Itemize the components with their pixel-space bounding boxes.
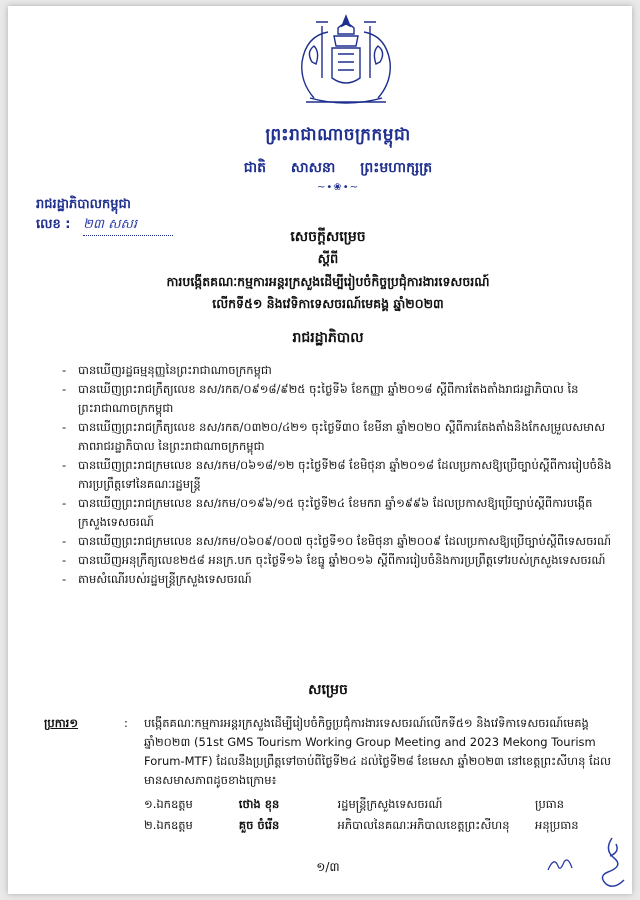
list-item: - តាមសំណើរបស់រដ្ឋមន្ត្រីក្រសួងទេសចរណ៍	[60, 570, 620, 589]
member-title: ១.ឯកឧត្តម	[144, 797, 193, 811]
kingdom-title: ព្រះរាជាណាចក្រកម្ពុជា	[265, 125, 411, 145]
considerations-list	[60, 361, 620, 589]
royal-coat-of-arms-icon	[276, 12, 416, 110]
article-1	[44, 714, 614, 790]
member-row	[144, 815, 614, 836]
member-list	[144, 794, 614, 836]
list-item: - បានឃើញអនុក្រឹត្យលេខ២៥៨ អនក្រ.បក ចុះថ្ងៃទី១៦ ខែធ្នូ ឆ្នាំ២០១៦ ស្តីពីការរៀបចំនិងការប្រព្រឹត្តទៅរបស់ក្រសួងទេសចរណ៍	[60, 551, 620, 570]
ornament-divider: ~•❀•~	[317, 182, 359, 193]
list-item: - បានឃើញព្រះរាជក្រមលេខ នស/រកម/០១៩៦/១៥ ចុះថ្ងៃទី២៤ ខែមករា ឆ្នាំ១៩៩៦ ដែលប្រកាសឱ្យប្រើច្បាប់ស្តីពីការបង្កើតក្រសួងទេសចរណ៍	[60, 494, 620, 532]
document-subject-line1: ការបង្កើតគណៈកម្មការអន្តរក្រសួងដើម្បីរៀបចំកិច្ចប្រជុំការងារទេសចរណ៍	[166, 274, 490, 289]
document-type: សេចក្តីសម្រេច	[290, 229, 366, 245]
member-role: អនុប្រធាន	[535, 818, 579, 832]
member-role: ប្រធាន	[535, 797, 564, 811]
document-number-label: លេខ :	[36, 217, 71, 232]
member-name: គួច ចំរើន	[238, 818, 280, 832]
list-item: - បានឃើញរដ្ឋធម្មនុញ្ញនៃព្រះរាជាណាចក្រកម្ពុជា	[60, 361, 620, 380]
list-item: - បានឃើញព្រះរាជក្រឹត្យលេខ នស/រកត/០៣២០/៤២១ ចុះថ្ងៃទី៣០ ខែមីនា ឆ្នាំ២០២០ ស្តីពីការតែងតាំងនិងកែសម្រួលសមាសភាពរាជរដ្ឋាភិបាល នៃព្រះរាជាណាចក្រកម្ពុជា	[60, 418, 620, 456]
page-number: ១/៣	[316, 860, 340, 874]
document-subject-line2: លើកទី៥១ និងវេទិកាទេសចរណ៍មេគង្គ ឆ្នាំ២០២៣	[212, 296, 444, 311]
list-item: - បានឃើញព្រះរាជក្រឹត្យលេខ នស/រកត/០៩១៨/៩២៥ ចុះថ្ងៃទី៦ ខែកញ្ញា ឆ្នាំ២០១៨ ស្តីពីការតែងតាំងរាជរដ្ឋាភិបាល នៃព្រះរាជាណាចក្រកម្ពុជា	[60, 380, 620, 418]
initials-mark-icon	[546, 852, 574, 876]
list-item: - បានឃើញព្រះរាជក្រមលេខ នស/រកម/០៦០៩/០០៧ ចុះថ្ងៃទី១០ ខែមិថុនា ឆ្នាំ២០០៩ ដែលប្រកាសឱ្យប្រើច្បាប់ស្តីពីទេសចរណ៍	[60, 532, 620, 551]
issuer-label: រាជរដ្ឋាភិបាលកម្ពុជា	[36, 197, 131, 212]
national-motto: ជាតិ សាសនា ព្រះមហាក្សត្រ	[243, 160, 433, 176]
article-text: បង្កើតគណៈកម្មការអន្តរក្រសួងដើម្បីរៀបចំកិច្ចប្រជុំការងារទេសចរណ៍លើកទី៥១ និងវេទិកាទេសចរណ៍មេគង្គ ឆ្នាំ២០២៣ (51st GMS Tourism Working Group Meeting and 2023 Mekong Tourism Forum-MTF) ដែលនឹងប្រព្រឹត្តទៅចាប់ពីថ្ងៃទី២៤ ដល់ថ្ងៃទី២៨ ខែមេសា ឆ្នាំ២០២៣ នៅខេត្តព្រះសីហនុ ដែលមានសមាសភាពដូចខាងក្រោម៖	[144, 716, 611, 787]
member-position: អភិបាលនៃគណៈអភិបាលខេត្តព្រះសីហនុ	[337, 818, 510, 832]
government-heading: រាជរដ្ឋាភិបាល	[292, 330, 364, 346]
document-about: ស្តីពី	[317, 252, 339, 267]
signature-icon	[594, 836, 630, 892]
document-page	[8, 6, 632, 894]
member-title: ២.ឯកឧត្តម	[144, 818, 193, 832]
article-colon: :	[124, 716, 128, 730]
list-item: - បានឃើញព្រះរាជក្រមលេខ នស/រកម/០៦១៨/១២ ចុះថ្ងៃទី២៨ ខែមិថុនា ឆ្នាំ២០១៨ ដែលប្រកាសឱ្យប្រើច្បាប់ស្តីពីការរៀបចំនិងការប្រព្រឹត្តទៅនៃគណៈរដ្ឋមន្ត្រី	[60, 456, 620, 494]
document-number-value: ២៣ សសរ	[83, 216, 173, 236]
member-position: រដ្ឋមន្ត្រីក្រសួងទេសចរណ៍	[337, 797, 443, 811]
article-label: ប្រការ១	[44, 716, 79, 730]
decision-heading: សម្រេច	[308, 682, 348, 698]
document-number	[36, 216, 173, 236]
member-row	[144, 794, 614, 815]
member-name: ថោង ខុន	[238, 797, 280, 811]
